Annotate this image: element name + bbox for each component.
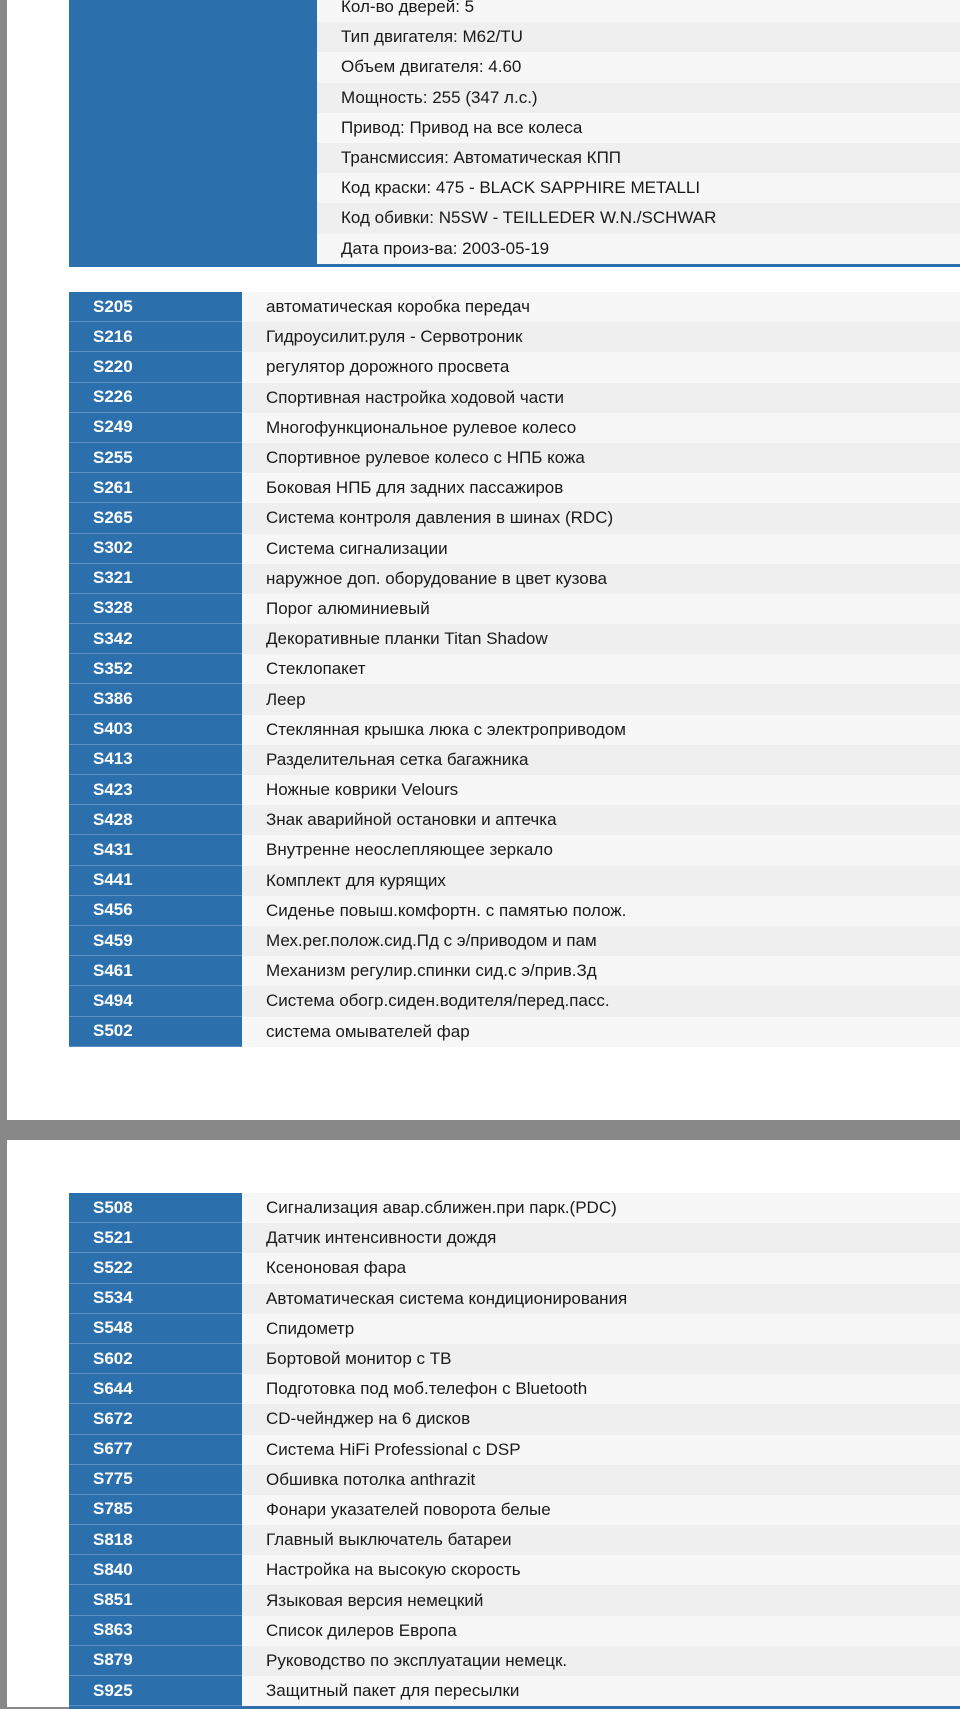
spec-row — [69, 143, 960, 173]
spec-value: Кол-во дверей: 5 — [317, 0, 960, 22]
option-code: S216 — [69, 322, 242, 352]
spec-label-cell — [69, 203, 317, 233]
option-code: S413 — [69, 745, 242, 775]
spec-value: Мощность: 255 (347 л.с.) — [317, 83, 960, 113]
option-code: S851 — [69, 1585, 242, 1615]
option-row — [69, 534, 960, 564]
vehicle-spec-table — [69, 0, 960, 267]
option-description: Датчик интенсивности дождя — [242, 1223, 960, 1253]
spec-value: Тип двигателя: M62/TU — [317, 22, 960, 52]
option-code: S818 — [69, 1525, 242, 1555]
option-description: Механизм регулир.спинки сид.с э/прив.Зд — [242, 956, 960, 986]
option-description: Список дилеров Европа — [242, 1616, 960, 1646]
option-row — [69, 503, 960, 533]
option-description: Настройка на высокую скорость — [242, 1555, 960, 1585]
option-row — [69, 684, 960, 714]
option-description: Леер — [242, 684, 960, 714]
document-page-1 — [7, 0, 960, 1120]
option-description: Ножные коврики Velours — [242, 775, 960, 805]
option-description: Стеклопакет — [242, 654, 960, 684]
option-row — [69, 413, 960, 443]
option-code: S321 — [69, 564, 242, 594]
spec-label-cell — [69, 143, 317, 173]
option-row — [69, 896, 960, 926]
option-code: S423 — [69, 775, 242, 805]
option-code: S644 — [69, 1374, 242, 1404]
option-row — [69, 1465, 960, 1495]
option-code: S602 — [69, 1344, 242, 1374]
option-row — [69, 594, 960, 624]
spec-label-cell — [69, 52, 317, 82]
option-code: S205 — [69, 292, 242, 322]
option-row — [69, 715, 960, 745]
option-row — [69, 1223, 960, 1253]
option-code: S775 — [69, 1465, 242, 1495]
option-code: S428 — [69, 805, 242, 835]
spec-row — [69, 22, 960, 52]
option-row — [69, 805, 960, 835]
option-code: S677 — [69, 1435, 242, 1465]
spec-label-cell — [69, 22, 317, 52]
option-row — [69, 835, 960, 865]
option-description: Система обогр.сиден.водителя/перед.пасс. — [242, 986, 960, 1016]
option-code: S534 — [69, 1284, 242, 1314]
option-row — [69, 745, 960, 775]
option-row — [69, 956, 960, 986]
option-description: Знак аварийной остановки и аптечка — [242, 805, 960, 835]
option-code: S249 — [69, 413, 242, 443]
option-description: наружное доп. оборудование в цвет кузова — [242, 564, 960, 594]
spec-value: Привод: Привод на все колеса — [317, 113, 960, 143]
option-description: Внутренне неослепляющее зеркало — [242, 835, 960, 865]
option-row — [69, 352, 960, 382]
option-code: S672 — [69, 1404, 242, 1434]
option-row — [69, 564, 960, 594]
option-description: Система сигнализации — [242, 534, 960, 564]
option-row — [69, 1525, 960, 1555]
document-page-2 — [7, 1140, 960, 1707]
option-code: S840 — [69, 1555, 242, 1585]
option-description: Система HiFi Professional с DSP — [242, 1435, 960, 1465]
option-row — [69, 775, 960, 805]
option-code: S879 — [69, 1646, 242, 1676]
option-row — [69, 292, 960, 322]
option-description: Автоматическая система кондиционирования — [242, 1284, 960, 1314]
option-code: S386 — [69, 684, 242, 714]
option-code: S925 — [69, 1676, 242, 1706]
option-description: Сигнализация авар.сближен.при парк.(PDC) — [242, 1193, 960, 1223]
option-row — [69, 866, 960, 896]
option-code: S441 — [69, 866, 242, 896]
option-code: S261 — [69, 473, 242, 503]
option-code: S342 — [69, 624, 242, 654]
option-row — [69, 1435, 960, 1465]
option-row — [69, 1495, 960, 1525]
option-description: Подготовка под моб.телефон с Bluetooth — [242, 1374, 960, 1404]
option-description: Стеклянная крышка люка с электроприводом — [242, 715, 960, 745]
spec-value: Объем двигателя: 4.60 — [317, 52, 960, 82]
spec-label-cell — [69, 113, 317, 143]
option-row — [69, 1374, 960, 1404]
spec-row — [69, 83, 960, 113]
option-description: Ксеноновая фара — [242, 1253, 960, 1283]
option-code: S502 — [69, 1017, 242, 1047]
option-code: S352 — [69, 654, 242, 684]
option-description: Комплект для курящих — [242, 866, 960, 896]
option-row — [69, 322, 960, 352]
option-description: Система контроля давления в шинах (RDC) — [242, 503, 960, 533]
option-row — [69, 473, 960, 503]
option-description: Бортовой монитор с ТВ — [242, 1344, 960, 1374]
option-description: Многофункциональное рулевое колесо — [242, 413, 960, 443]
option-row — [69, 926, 960, 956]
option-row — [69, 443, 960, 473]
options-table — [69, 292, 960, 1047]
option-description: Главный выключатель батареи — [242, 1525, 960, 1555]
option-code: S255 — [69, 443, 242, 473]
option-row — [69, 1616, 960, 1646]
option-row — [69, 1555, 960, 1585]
spec-row — [69, 203, 960, 233]
option-description: CD-чейнджер на 6 дисков — [242, 1404, 960, 1434]
option-code: S456 — [69, 896, 242, 926]
spec-value: Трансмиссия: Автоматическая КПП — [317, 143, 960, 173]
spec-row — [69, 173, 960, 203]
option-row — [69, 1253, 960, 1283]
option-row — [69, 1585, 960, 1615]
spec-value: Код обивки: N5SW - TEILLEDER W.N./SCHWAR — [317, 203, 960, 233]
option-row — [69, 1017, 960, 1047]
option-description: Спортивное рулевое колесо с НПБ кожа — [242, 443, 960, 473]
spec-value: Код краски: 475 - BLACK SAPPHIRE METALLI — [317, 173, 960, 203]
option-description: система омывателей фар — [242, 1017, 960, 1047]
option-code: S431 — [69, 835, 242, 865]
option-description: Декоративные планки Titan Shadow — [242, 624, 960, 654]
spec-label-cell — [69, 83, 317, 113]
spec-label-cell — [69, 173, 317, 203]
option-code: S785 — [69, 1495, 242, 1525]
spec-row — [69, 52, 960, 82]
option-code: S863 — [69, 1616, 242, 1646]
options-table-continued — [69, 1193, 960, 1709]
spec-value: Дата произ-ва: 2003-05-19 — [317, 234, 960, 264]
option-code: S265 — [69, 503, 242, 533]
option-code: S494 — [69, 986, 242, 1016]
option-row — [69, 986, 960, 1016]
option-code: S521 — [69, 1223, 242, 1253]
option-description: Языковая версия немецкий — [242, 1585, 960, 1615]
option-code: S508 — [69, 1193, 242, 1223]
option-row — [69, 1344, 960, 1374]
spec-row — [69, 234, 960, 264]
option-description: Разделительная сетка багажника — [242, 745, 960, 775]
spec-row — [69, 0, 960, 22]
option-row — [69, 1646, 960, 1676]
option-description: Мех.рег.полож.сид.Пд с э/приводом и пам — [242, 926, 960, 956]
spec-label-cell — [69, 0, 317, 22]
option-description: Спортивная настройка ходовой части — [242, 383, 960, 413]
option-description: Фонари указателей поворота белые — [242, 1495, 960, 1525]
option-code: S522 — [69, 1253, 242, 1283]
option-row — [69, 1676, 960, 1706]
option-description: Спидометр — [242, 1314, 960, 1344]
option-row — [69, 383, 960, 413]
option-description: Защитный пакет для пересылки — [242, 1676, 960, 1706]
option-code: S220 — [69, 352, 242, 382]
option-code: S302 — [69, 534, 242, 564]
option-description: Руководство по эксплуатации немецк. — [242, 1646, 960, 1676]
option-row — [69, 1404, 960, 1434]
option-row — [69, 1314, 960, 1344]
option-code: S461 — [69, 956, 242, 986]
spec-row — [69, 113, 960, 143]
option-code: S328 — [69, 594, 242, 624]
option-row — [69, 1284, 960, 1314]
option-description: Обшивка потолка anthrazit — [242, 1465, 960, 1495]
option-description: Боковая НПБ для задних пассажиров — [242, 473, 960, 503]
option-description: Порог алюминиевый — [242, 594, 960, 624]
option-description: регулятор дорожного просвета — [242, 352, 960, 382]
option-description: Гидроусилит.руля - Сервотроник — [242, 322, 960, 352]
option-code: S548 — [69, 1314, 242, 1344]
option-description: автоматическая коробка передач — [242, 292, 960, 322]
option-code: S226 — [69, 383, 242, 413]
option-row — [69, 1193, 960, 1223]
option-description: Сиденье повыш.комфортн. с памятью полож. — [242, 896, 960, 926]
option-row — [69, 654, 960, 684]
option-row — [69, 624, 960, 654]
option-code: S403 — [69, 715, 242, 745]
option-code: S459 — [69, 926, 242, 956]
spec-label-cell — [69, 234, 317, 264]
